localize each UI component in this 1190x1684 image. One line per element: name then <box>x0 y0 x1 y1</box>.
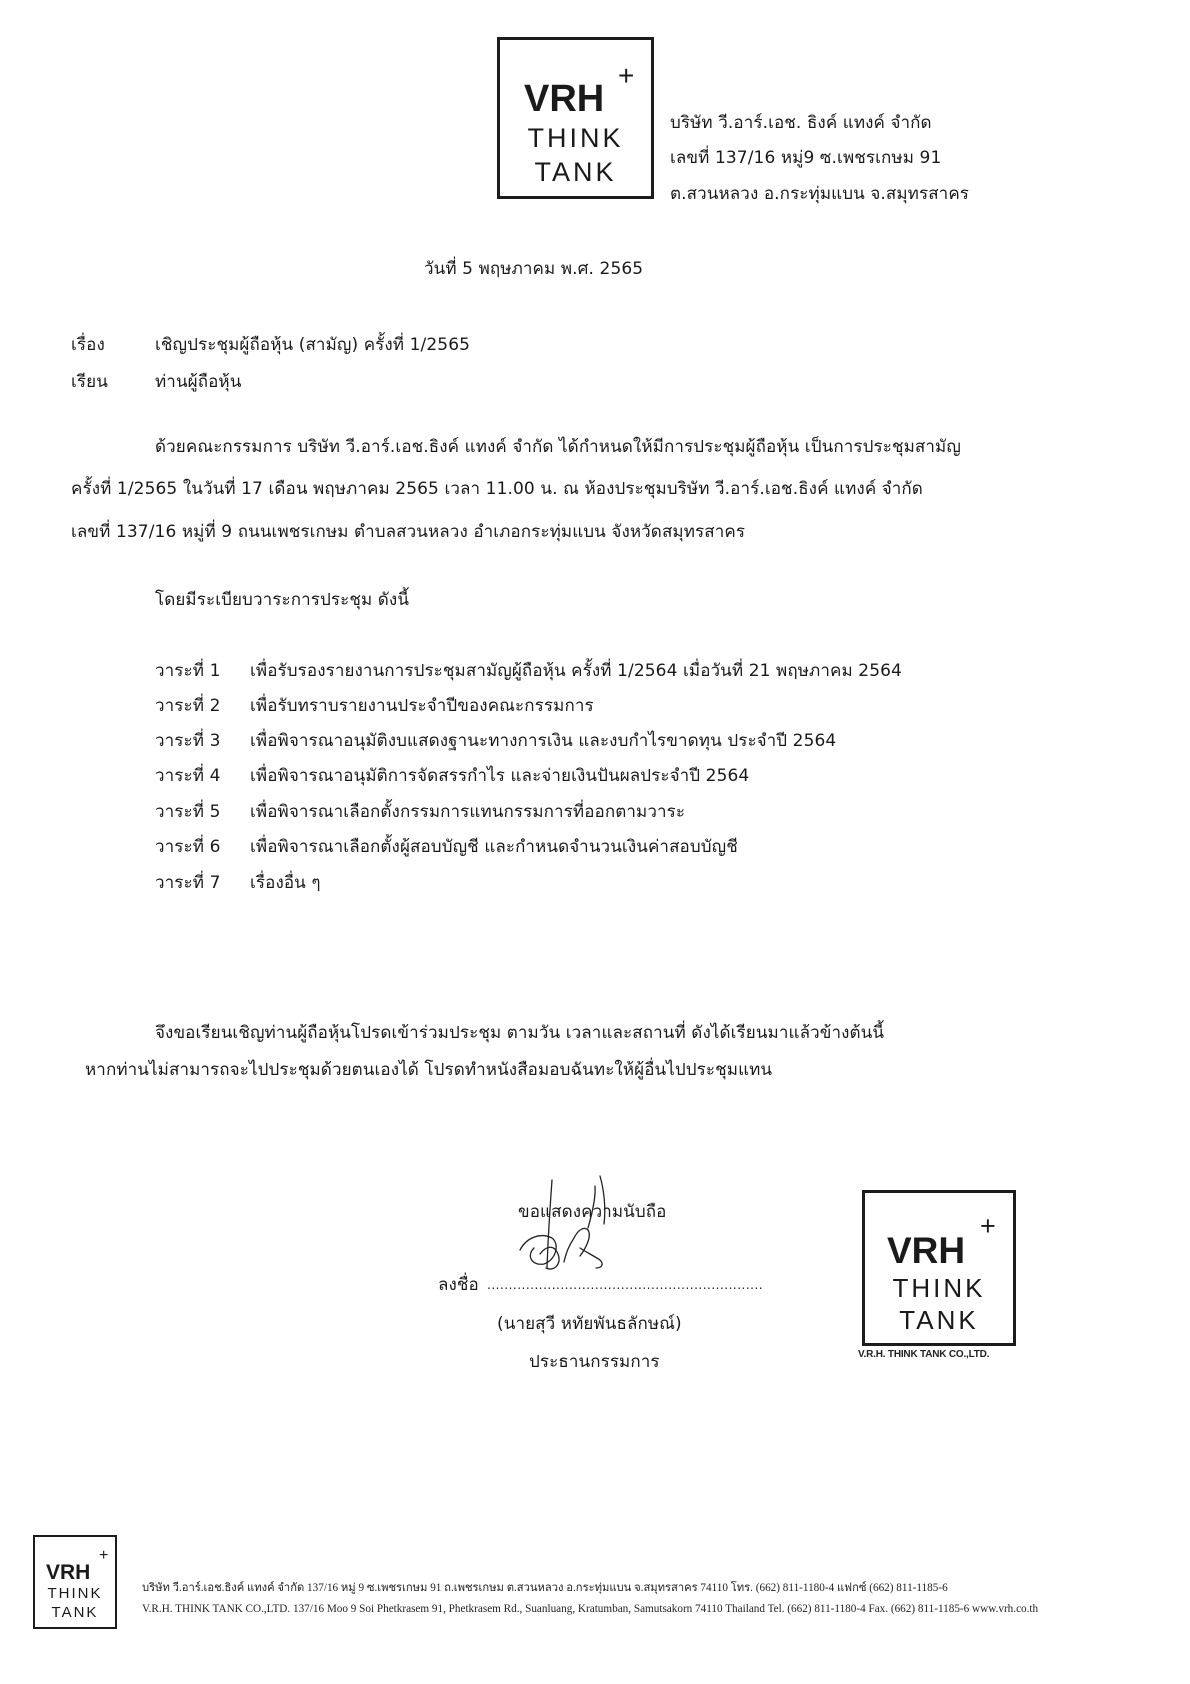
handwritten-signature <box>500 1168 640 1283</box>
company-address-line2: ต.สวนหลวง อ.กระทุ่มแบน จ.สมุทรสาคร <box>670 184 970 204</box>
signatory-title: ประธานกรรมการ <box>529 1352 660 1372</box>
to-text: ท่านผู้ถือหุ้น <box>155 372 242 392</box>
footer-logo <box>33 1535 117 1629</box>
logo-plus-icon: + <box>99 1547 109 1564</box>
regards-text: ขอแสดงความนับถือ <box>518 1202 667 1222</box>
agenda-number: วาระที่ 7 <box>155 873 221 893</box>
logo-plus-icon: + <box>980 1211 996 1241</box>
closing-line-2: หากท่านไม่สามารถจะไปประชุมด้วยตนเองได้ โปรดทำหนังสือมอบฉันทะให้ผู้อื่นไปประชุมแทน <box>85 1060 773 1080</box>
to-label: เรียน <box>71 372 108 392</box>
agenda-number: วาระที่ 5 <box>155 802 221 822</box>
logo-tank-text: TANK <box>899 1305 979 1335</box>
body-line-3: เลขที่ 137/16 หมู่ที่ 9 ถนนเพชรเกษม ตำบลสวนหลวง อำเภอกระทุ่มแบน จังหวัดสมุทรสาคร <box>71 522 746 542</box>
company-stamp-logo <box>862 1190 1016 1346</box>
company-name: บริษัท วี.อาร์.เอช. ธิงค์ แทงค์ จำกัด <box>670 113 932 133</box>
company-address-line1: เลขที่ 137/16 หมู่9 ซ.เพชรเกษม 91 <box>670 148 942 168</box>
stamp-caption: V.R.H. THINK TANK CO.,LTD. <box>858 1349 990 1360</box>
agenda-number: วาระที่ 2 <box>155 696 221 716</box>
signature-line: ................................................................ <box>487 1278 764 1292</box>
footer-thai-address: บริษัท วี.อาร์.เอช.ธิงค์ แทงค์ จำกัด 137/16 หมู่ 9 ซ.เพชรเกษม 91 ถ.เพชรเกษม ต.สวนหลวง อ.กระทุ่มแบน จ.สมุทรสาคร 74110 โทร. (662) 811-1180-4 แฟกซ์ (662) 811-1185-6 <box>142 1582 948 1594</box>
body-line-1: ด้วยคณะกรรมการ บริษัท วี.อาร์.เอช.ธิงค์ แทงค์ จำกัด ได้กำหนดให้มีการประชุมผู้ถือหุ้น เป็นการประชุมสามัญ <box>155 437 961 457</box>
agenda-text: เพื่อพิจารณาเลือกตั้งผู้สอบบัญชี และกำหนดจำนวนเงินค่าสอบบัญชี <box>250 837 738 857</box>
agenda-number: วาระที่ 4 <box>155 766 221 786</box>
body-line-2: ครั้งที่ 1/2565 ในวันที่ 17 เดือน พฤษภาคม 2565 เวลา 11.00 น. ณ ห้องประชุมบริษัท วี.อาร์.เอช.ธิงค์ แทงค์ จำกัด <box>71 479 923 499</box>
logo-vrh-text: VRH <box>46 1561 91 1584</box>
logo-vrh-text: VRH <box>887 1230 966 1271</box>
header-logo <box>497 37 654 199</box>
agenda-number: วาระที่ 1 <box>155 661 221 681</box>
agenda-text: เพื่อรับรองรายงานการประชุมสามัญผู้ถือหุ้น ครั้งที่ 1/2564 เมื่อวันที่ 21 พฤษภาคม 2564 <box>250 661 902 681</box>
agenda-text: เพื่อรับทราบรายงานประจำปีของคณะกรรมการ <box>250 696 594 716</box>
agenda-text: เรื่องอื่น ๆ <box>250 873 321 893</box>
subject-label: เรื่อง <box>71 335 105 355</box>
logo-vrh-text: VRH <box>524 78 605 120</box>
logo-think-text: THINK <box>527 123 624 153</box>
footer-english-address: V.R.H. THINK TANK CO.,LTD. 137/16 Moo 9 Soi Phetkrasem 91, Phetkrasem Rd., Suanluang, Kratumban, Samutsakorn 74110 Thailand Tel. (662) 811-1180-4 Fax. (662) 811-1185-6 www.vrh.co.th <box>142 1603 1039 1615</box>
closing-line-1: จึงขอเรียนเชิญท่านผู้ถือหุ้นโปรดเข้าร่วมประชุม ตามวัน เวลาและสถานที่ ดังได้เรียนมาแล้วข้างต้นนี้ <box>155 1023 885 1043</box>
logo-tank-text: TANK <box>534 157 617 187</box>
logo-think-text: THINK <box>47 1585 103 1602</box>
agenda-text: เพื่อพิจารณาอนุมัติการจัดสรรกำไร และจ่ายเงินปันผลประจำปี 2564 <box>250 766 750 786</box>
logo-plus-icon: + <box>618 60 635 91</box>
agenda-text: เพื่อพิจารณาอนุมัติงบแสดงฐานะทางการเงิน และงบกำไรขาดทุน ประจำปี 2564 <box>250 731 837 751</box>
signatory-name: (นายสุวี หทัยพันธลักษณ์) <box>497 1314 682 1334</box>
logo-think-text: THINK <box>892 1273 986 1303</box>
subject-text: เชิญประชุมผู้ถือหุ้น (สามัญ) ครั้งที่ 1/2565 <box>155 335 471 355</box>
agenda-intro: โดยมีระเบียบวาระการประชุม ดังนี้ <box>155 590 410 610</box>
logo-tank-text: TANK <box>51 1604 99 1621</box>
agenda-number: วาระที่ 3 <box>155 731 221 751</box>
letter-date: วันที่ 5 พฤษภาคม พ.ศ. 2565 <box>424 259 644 279</box>
agenda-text: เพื่อพิจารณาเลือกตั้งกรรมการแทนกรรมการที่ออกตามวาระ <box>250 802 686 822</box>
sign-label: ลงชื่อ <box>438 1275 479 1295</box>
agenda-number: วาระที่ 6 <box>155 837 221 857</box>
